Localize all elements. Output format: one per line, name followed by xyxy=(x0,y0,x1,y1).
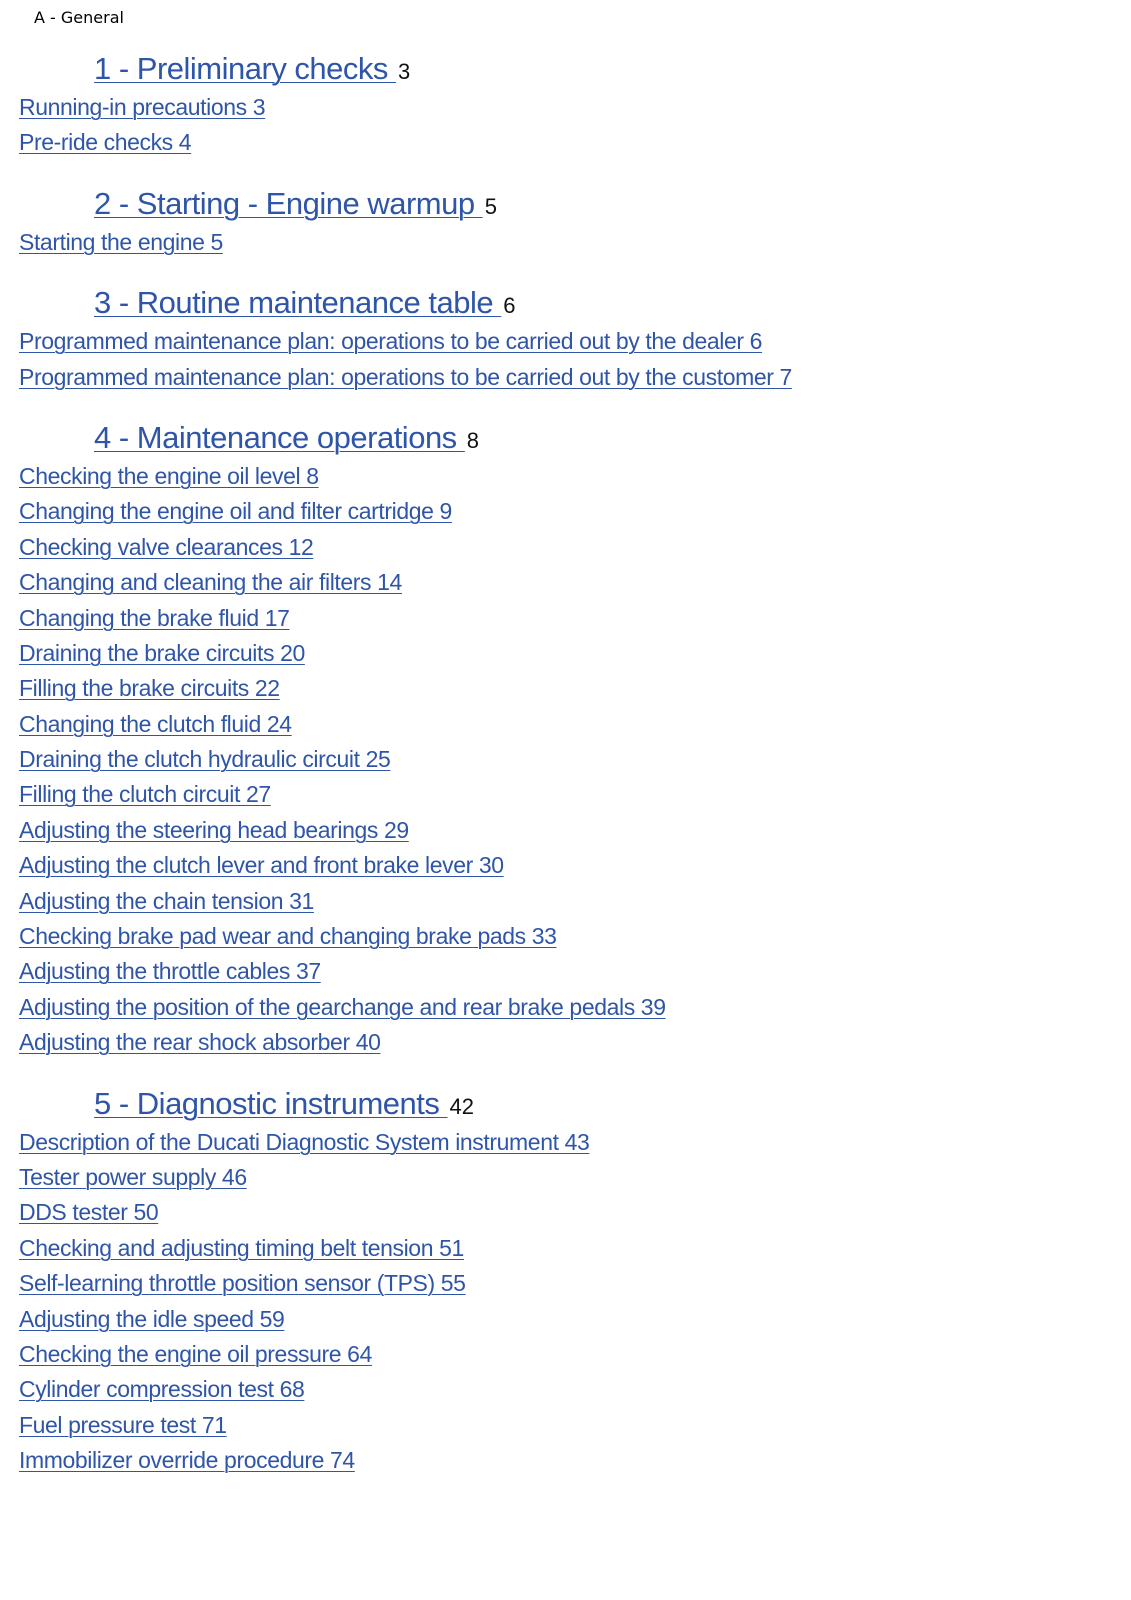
toc-entry-link[interactable]: Checking the engine oil level 8 xyxy=(19,462,319,489)
list-item xyxy=(19,636,1099,671)
toc-entry-link[interactable]: Checking valve clearances 12 xyxy=(19,533,314,560)
list-item xyxy=(19,848,1099,883)
list-item xyxy=(19,1195,1099,1230)
list-item xyxy=(19,1231,1099,1266)
list-item xyxy=(19,813,1099,848)
page-header: A - General xyxy=(34,8,124,27)
toc-entry-link[interactable]: Adjusting the idle speed 59 xyxy=(19,1305,285,1332)
list-item xyxy=(19,1302,1099,1337)
toc-entry-link[interactable]: Filling the clutch circuit 27 xyxy=(19,781,271,808)
list-item xyxy=(19,324,1099,359)
toc-section xyxy=(19,1083,1099,1479)
list-item xyxy=(19,990,1099,1025)
section-title-link[interactable]: 1 - Preliminary checks xyxy=(94,51,397,86)
list-item xyxy=(19,707,1099,742)
list-item xyxy=(19,1337,1099,1372)
list-item xyxy=(19,494,1099,529)
list-item xyxy=(19,360,1099,395)
toc-entry-link[interactable]: Programmed maintenance plan: operations to be carried out by the customer 7 xyxy=(19,363,792,390)
section-heading xyxy=(94,183,1099,225)
section-heading xyxy=(94,417,1099,459)
toc-entry-link[interactable]: Filling the brake circuits 22 xyxy=(19,675,280,702)
toc-entry-link[interactable]: Adjusting the throttle cables 37 xyxy=(19,958,321,985)
list-item xyxy=(19,125,1099,160)
toc-entry-link[interactable]: Checking brake pad wear and changing brake pads 33 xyxy=(19,923,557,950)
toc-section xyxy=(19,417,1099,1061)
toc-entry-link[interactable]: Adjusting the position of the gearchange and rear brake pedals 39 xyxy=(19,993,666,1020)
list-item xyxy=(19,90,1099,125)
toc-entry-link[interactable]: Programmed maintenance plan: operations to be carried out by the dealer 6 xyxy=(19,328,763,355)
section-title-link[interactable]: 3 - Routine maintenance table xyxy=(94,285,502,321)
toc-entry-link[interactable]: Checking and adjusting timing belt tension 51 xyxy=(19,1234,464,1261)
list-item xyxy=(19,530,1099,565)
toc-entry-link[interactable]: Adjusting the rear shock absorber 40 xyxy=(19,1029,381,1056)
toc-entry-link[interactable]: Pre-ride checks 4 xyxy=(19,129,192,156)
list-item xyxy=(19,1443,1099,1478)
list-item xyxy=(19,884,1099,919)
section-title-link[interactable]: 4 - Maintenance operations xyxy=(94,419,465,455)
list-item xyxy=(19,601,1099,636)
list-item xyxy=(19,742,1099,777)
toc-section xyxy=(19,282,1099,395)
entry-list xyxy=(19,90,1099,161)
toc-entry-link[interactable]: Adjusting the clutch lever and front brake lever 30 xyxy=(19,852,504,879)
toc-entry-link[interactable]: Changing the engine oil and filter cartridge 9 xyxy=(19,498,452,525)
list-item xyxy=(19,459,1099,494)
toc-entry-link[interactable]: Running-in precautions 3 xyxy=(19,94,266,120)
toc-entry-link[interactable]: Starting the engine 5 xyxy=(19,228,223,255)
list-item xyxy=(19,919,1099,954)
toc-entry-link[interactable]: Changing the clutch fluid 24 xyxy=(19,710,292,737)
list-item xyxy=(19,1372,1099,1407)
entry-list xyxy=(19,324,1099,395)
section-page-number: 6 xyxy=(503,293,516,319)
section-page-number: 5 xyxy=(484,193,497,219)
section-page-number: 3 xyxy=(398,59,411,84)
toc-entry-link[interactable]: Fuel pressure test 71 xyxy=(19,1411,227,1438)
section-page-number: 42 xyxy=(449,1093,474,1119)
entry-list xyxy=(19,225,1099,260)
list-item xyxy=(19,1160,1099,1195)
entry-list xyxy=(19,1125,1099,1479)
toc-entry-link[interactable]: Cylinder compression test 68 xyxy=(19,1376,305,1403)
toc-entry-link[interactable]: Checking the engine oil pressure 64 xyxy=(19,1340,372,1367)
entry-list xyxy=(19,459,1099,1061)
list-item xyxy=(19,954,1099,989)
section-page-number: 8 xyxy=(466,427,480,453)
toc-entry-link[interactable]: DDS tester 50 xyxy=(19,1199,159,1226)
toc-section xyxy=(19,183,1099,260)
toc-entry-link[interactable]: Changing and cleaning the air filters 14 xyxy=(19,569,402,596)
toc-entry-link[interactable]: Adjusting the chain tension 31 xyxy=(19,887,314,914)
toc-entry-link[interactable]: Adjusting the steering head bearings 29 xyxy=(19,816,409,843)
list-item xyxy=(19,225,1099,260)
list-item xyxy=(19,1266,1099,1301)
section-heading xyxy=(94,282,1099,324)
toc-entry-link[interactable]: Changing the brake fluid 17 xyxy=(19,604,290,631)
toc-entry-link[interactable]: Draining the clutch hydraulic circuit 25 xyxy=(19,746,391,773)
list-item xyxy=(19,777,1099,812)
list-item xyxy=(19,1125,1099,1160)
toc-entry-link[interactable]: Self-learning throttle position sensor (TPS) 55 xyxy=(19,1270,466,1297)
list-item xyxy=(19,1025,1099,1060)
toc-entry-link[interactable]: Immobilizer override procedure 74 xyxy=(19,1447,355,1474)
toc-section xyxy=(19,48,1099,161)
toc-entry-link[interactable]: Tester power supply 46 xyxy=(19,1163,247,1190)
section-heading xyxy=(94,48,1099,90)
section-heading xyxy=(94,1083,1099,1125)
toc-entry-link[interactable]: Draining the brake circuits 20 xyxy=(19,639,305,666)
list-item xyxy=(19,1408,1099,1443)
table-of-contents xyxy=(19,48,1099,1479)
list-item xyxy=(19,565,1099,600)
toc-entry-link[interactable]: Description of the Ducati Diagnostic System instrument 43 xyxy=(19,1128,590,1155)
section-title-link[interactable]: 2 - Starting - Engine warmup xyxy=(94,185,483,221)
section-title-link[interactable]: 5 - Diagnostic instruments xyxy=(94,1085,448,1121)
list-item xyxy=(19,671,1099,706)
